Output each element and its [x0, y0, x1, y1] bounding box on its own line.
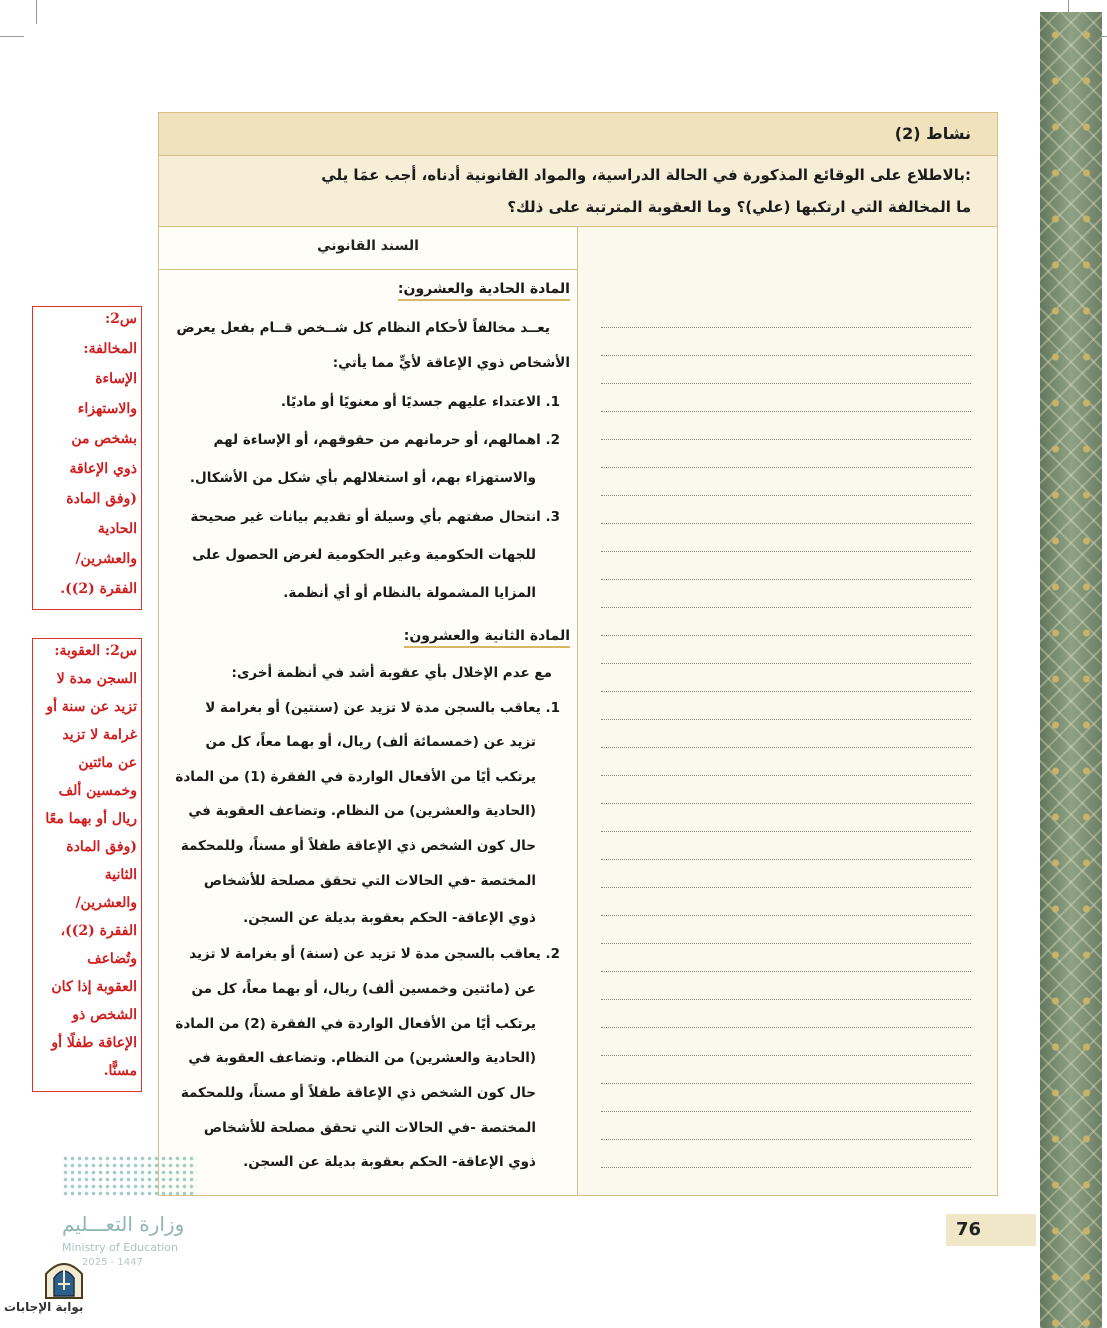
- article-text: الأشخاص ذوي الإعاقة لأيٍّ مما يأتي:: [332, 355, 570, 371]
- answer-line[interactable]: [601, 523, 971, 524]
- activity-box: [158, 112, 998, 1196]
- note-line: العقوبة إذا كان: [51, 979, 137, 995]
- note-line: المخالفة:: [83, 341, 137, 357]
- crop-mark: [36, 0, 37, 24]
- answer-line[interactable]: [601, 719, 971, 720]
- note-line: الفقرة (2))،: [60, 923, 137, 939]
- page-number-box: [946, 1214, 1036, 1246]
- answer-line[interactable]: [601, 663, 971, 664]
- note-line: والعشرين/: [75, 895, 137, 911]
- note-line: والاستهزاء: [77, 401, 137, 417]
- article-text: 2. اهمالهم، أو حرمانهم من حقوقهم، أو الإساءة لهم: [213, 432, 560, 448]
- answer-line[interactable]: [601, 943, 971, 944]
- note-line: الحادية: [97, 521, 137, 537]
- note-line: س2:: [104, 311, 137, 327]
- page-number: 76: [956, 1219, 982, 1240]
- activity-title: نشاط (2): [894, 124, 971, 143]
- note-line: وتُضاعف: [87, 951, 137, 967]
- answer-line[interactable]: [601, 1055, 971, 1056]
- answer-line[interactable]: [601, 467, 971, 468]
- answer-line[interactable]: [601, 551, 971, 552]
- note-line: س2: العقوبة:: [54, 643, 137, 659]
- question-line: ما المخالفة التي ارتكبها (علي)؟ وما العقوبة المترتبة على ذلك؟: [507, 198, 971, 216]
- answer-line[interactable]: [601, 1027, 971, 1028]
- note-line: (وفق المادة: [66, 839, 137, 855]
- answer-line[interactable]: [601, 1139, 971, 1140]
- answer-line[interactable]: [601, 747, 971, 748]
- ministry-name-ar: وزارة التعـــليم: [62, 1212, 185, 1236]
- activity-header: [159, 113, 997, 156]
- article-text: مع عدم الإخلال بأي عقوبة أشد في أنظمة أخرى:: [231, 665, 552, 681]
- note-line: غرامة لا تزيد: [62, 727, 137, 743]
- answer-line[interactable]: [601, 383, 971, 384]
- answer-line[interactable]: [601, 775, 971, 776]
- note-line: ذوي الإعاقة: [69, 461, 137, 477]
- article-text: 1. الاعتداء عليهم جسديًا أو معنويًا أو ماديًا.: [280, 394, 560, 410]
- article-text: تزيد عن (خمسمائة ألف) ريال، أو بهما معاً، كل من: [205, 734, 536, 750]
- article-text: حال كون الشخص ذي الإعاقة طفلاً أو مسناً، وللمحكمة: [180, 838, 536, 854]
- answer-line[interactable]: [601, 915, 971, 916]
- article-text: حال كون الشخص ذي الإعاقة طفلاً أو مسناً، وللمحكمة: [180, 1085, 536, 1101]
- answer-line[interactable]: [601, 607, 971, 608]
- article-text: 2. يعاقب بالسجن مدة لا تزيد عن (سنة) أو بغرامة لا تزيد: [189, 946, 560, 962]
- legal-basis-header: [159, 227, 577, 270]
- note-line: الشخص ذو: [72, 1007, 137, 1023]
- article-22-title: المادة الثانية والعشرون:: [404, 628, 570, 648]
- decorative-border: [1040, 12, 1102, 1328]
- answer-line[interactable]: [601, 999, 971, 1000]
- answer-line[interactable]: [601, 579, 971, 580]
- answer-line[interactable]: [601, 355, 971, 356]
- article-text: يرتكب أيًا من الأفعال الواردة في الفقرة (2) من المادة: [175, 1016, 536, 1032]
- penalty-answer-note: [32, 638, 142, 1092]
- site-logo-icon: [40, 1256, 88, 1300]
- article-text: عن (مائتين وخمسين ألف) ريال، أو بهما معاً، كل من: [191, 981, 536, 997]
- answer-line[interactable]: [601, 635, 971, 636]
- note-line: عن مائتين: [78, 755, 137, 771]
- note-line: تزيد عن سنة أو: [46, 699, 137, 715]
- article-text: المختصة -في الحالات التي تحقق مصلحة للأشخاص: [203, 1120, 536, 1136]
- answer-line[interactable]: [601, 859, 971, 860]
- answer-line[interactable]: [601, 495, 971, 496]
- legal-basis-title: السند القانوني: [317, 238, 419, 254]
- note-line: بشخص من: [71, 431, 137, 447]
- answer-line[interactable]: [601, 971, 971, 972]
- note-line: الثانية: [104, 867, 137, 883]
- article-text: والاستهزاء بهم، أو استغلالهم بأي شكل من الأشكال.: [189, 470, 536, 486]
- article-text: المزايا المشمولة بالنظام أو أي أنظمة.: [283, 585, 536, 601]
- question-line: بالاطلاع على الوقائع المذكورة في الحالة الدراسية، والمواد القانونية أدناه، أجب عمَا يلي:: [321, 166, 971, 184]
- article-text: يعــد مخالفاً لأحكام النظام كل شــخص قــام بفعل يعرض: [176, 320, 550, 336]
- answer-line[interactable]: [601, 1167, 971, 1168]
- ministry-name-en: Ministry of Education: [62, 1241, 179, 1254]
- article-text: 3. انتحال صفتهم بأي وسيلة أو تقديم بيانات غير صحيحة: [190, 509, 560, 525]
- article-text: يرتكب أيًا من الأفعال الواردة في الفقرة (1) من المادة: [175, 769, 536, 785]
- note-line: (وفق المادة: [66, 491, 137, 507]
- answer-line[interactable]: [601, 411, 971, 412]
- note-line: الإساءة: [95, 371, 137, 387]
- article-21-title: المادة الحادية والعشرون:: [398, 281, 570, 301]
- answer-line[interactable]: [601, 887, 971, 888]
- note-line: ريال أو بهما معًا: [45, 811, 137, 827]
- ministry-logo-icon: [62, 1155, 197, 1197]
- note-line: والعشرين/: [75, 551, 137, 567]
- article-text: ذوي الإعاقة- الحكم بعقوبة بديلة عن السجن.: [243, 1154, 536, 1170]
- article-text: (الحادية والعشرين) من النظام. وتضاعف العقوبة في: [188, 803, 536, 819]
- article-text: (الحادية والعشرين) من النظام. وتضاعف العقوبة في: [188, 1050, 536, 1066]
- site-name: بوابة الإجابات: [4, 1300, 84, 1314]
- note-line: وخمسين ألف: [58, 783, 137, 799]
- answer-line[interactable]: [601, 1111, 971, 1112]
- violation-answer-note: [32, 306, 142, 610]
- answer-line[interactable]: [601, 439, 971, 440]
- crop-mark: [0, 36, 24, 37]
- note-line: مسنًّا.: [103, 1063, 137, 1079]
- note-line: الإعاقة طفلًا أو: [51, 1035, 137, 1051]
- article-text: ذوي الإعاقة- الحكم بعقوبة بديلة عن السجن.: [243, 910, 536, 926]
- article-text: للجهات الحكومية وغير الحكومية لغرض الحصول على: [192, 547, 536, 563]
- answer-line[interactable]: [601, 803, 971, 804]
- answer-line[interactable]: [601, 327, 971, 328]
- article-text: 1. يعاقب بالسجن مدة لا تزيد عن (سنتين) أو بغرامة لا: [205, 700, 560, 716]
- note-line: السجن مدة لا: [56, 671, 137, 687]
- answer-line[interactable]: [601, 691, 971, 692]
- edition-year: 2025 - 1447: [82, 1257, 143, 1268]
- answer-line[interactable]: [601, 1083, 971, 1084]
- answer-line[interactable]: [601, 831, 971, 832]
- note-line: الفقرة (2)).: [60, 581, 137, 597]
- article-text: المختصة -في الحالات التي تحقق مصلحة للأشخاص: [203, 873, 536, 889]
- activity-question: [159, 156, 997, 227]
